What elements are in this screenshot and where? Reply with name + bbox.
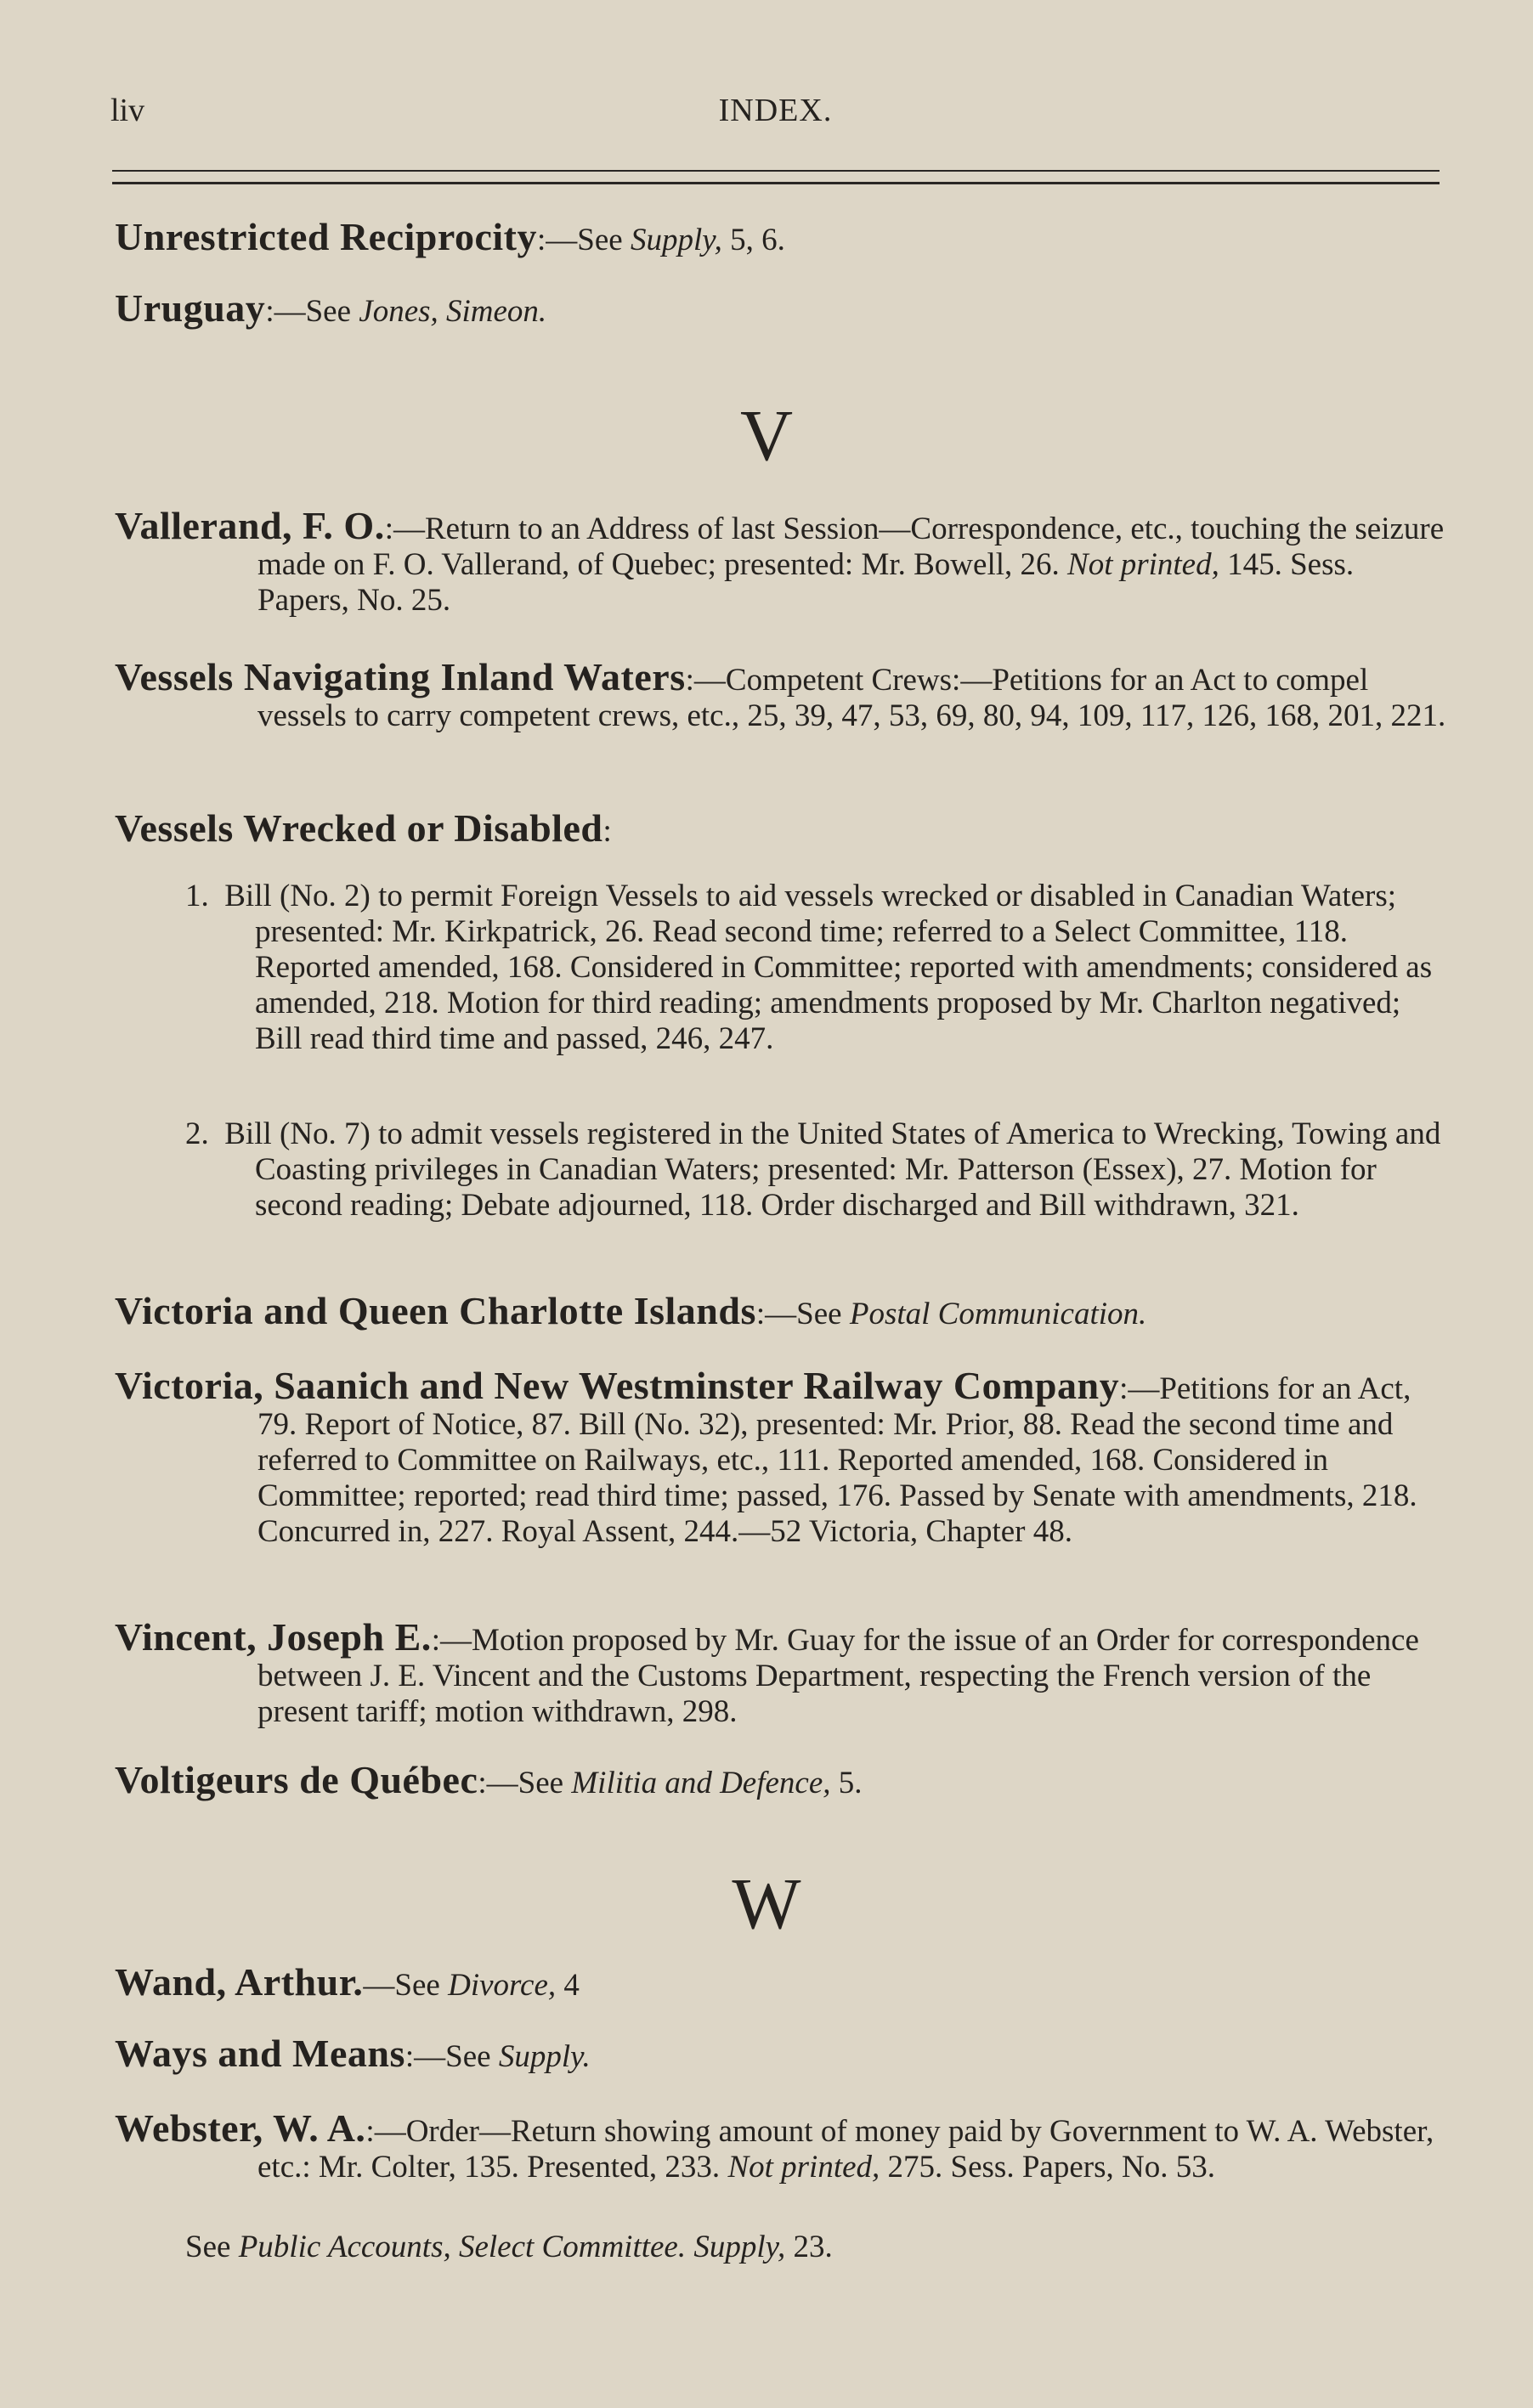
entry-text-tail: 5. [830, 1766, 863, 1800]
entry-text: :—See [755, 1297, 850, 1331]
entry-heading: Voltigeurs de Québec [115, 1758, 478, 1801]
entry-text: :—Petitions for an Act, 79. Report of Notice, 87. Bill (No. 32), presented: Mr. Prior, 88. Read the second time and referred to Committee on Railways, etc., 111. Reported amended, 168. Considered in Committee; reported; read third time; passed, 176. Passed by Senate with amendments, 218. Concurred in, 227. Royal Assent, 244.—52 Victoria, Chapter 48. [257, 1371, 1417, 1549]
entry-heading: Vessels Wrecked or Disabled [115, 806, 603, 850]
entry-vincent [115, 1615, 1449, 1730]
entry-vallerand [115, 504, 1449, 619]
entry-text-tail: 275. Sess. Papers, No. 53. [880, 2150, 1215, 2185]
entry-text-tail: 5, 6. [721, 223, 785, 257]
section-letter-w: W [732, 1863, 801, 1944]
entry-text: :—Competent Crews:—Petitions for an Act to compel vessels to carry competent crews, etc., 25, 39, 47, 53, 69, 80, 94, 109, 117, 126, 168, 201, 221. [257, 663, 1446, 733]
entry-text: —See [363, 1968, 449, 2003]
entry-text: :—Return to an Address of last Session—Correspondence, etc., touching the seizure made on F. O. Vallerand, of Quebec; presented: Mr. Bowell, 26. [257, 512, 1445, 582]
entry-vessels-navigating [115, 655, 1449, 734]
entry-heading: Unrestricted Reciprocity [115, 215, 537, 258]
entry-uruguay [115, 286, 1449, 330]
see-label: See [185, 2230, 239, 2264]
entry-heading: Ways and Means [115, 2032, 405, 2075]
entry-text-tail: 145. Sess. Papers, No. 25. [257, 547, 1355, 618]
webster-see-also [185, 2230, 833, 2265]
header-rule-thin [112, 170, 1440, 172]
entry-heading: Victoria and Queen Charlotte Islands [115, 1289, 756, 1332]
page-number: liv [110, 93, 145, 128]
entry-heading: Vessels Navigating Inland Waters [115, 655, 686, 698]
sub-item-text: Bill (No. 2) to permit Foreign Vessels to aid vessels wrecked or disabled in Canadian Waters; presented: Mr. Kirkpatrick, 26. Read second time; referred to a Select Committee, 118. Reported amended, 168. Considered in Committee; reported with amendments; considered as amended, 218. Motion for third reading; amendments proposed by Mr. Charlton negatived; Bill read third time and passed, 246, 247. [224, 879, 1433, 1056]
entry-victoria-islands [115, 1289, 1449, 1332]
entry-heading: Vincent, Joseph E. [115, 1615, 432, 1659]
entry-text-tail: 23. [785, 2230, 833, 2264]
cross-reference: Jones, Simeon. [359, 294, 547, 329]
entry-ways-and-means [115, 2032, 1449, 2075]
entry-vessels-wrecked [115, 806, 1449, 850]
not-printed-note: Not printed, [1067, 547, 1219, 582]
entry-heading: Vallerand, F. O. [115, 504, 385, 547]
entry-text: :—Motion proposed by Mr. Guay for the issue of an Order for correspondence between J. E. Vincent and the Customs Department, respecting the French version of the present tariff; motion withdrawn, 298. [257, 1623, 1419, 1729]
entry-unrestricted-reciprocity [115, 215, 1449, 258]
entry-webster [115, 2106, 1449, 2185]
entry-voltigeurs [115, 1758, 1449, 1801]
sub-item-number: 1. [185, 879, 209, 913]
entry-text: :—See [265, 294, 359, 329]
page-header [110, 92, 1440, 143]
entry-victoria-railway [115, 1364, 1449, 1550]
entry-text-tail: 4 [556, 1968, 580, 2003]
entry-text: : [602, 814, 612, 849]
entry-text: :—Order—Return showing amount of money paid by Government to W. A. Webster, etc.: Mr. Colter, 135. Presented, 233. [257, 2114, 1434, 2185]
entry-heading: Uruguay [115, 286, 266, 330]
entry-text: :—See [536, 223, 631, 257]
entry-text: :—See [404, 2039, 499, 2074]
entry-wand [115, 1960, 1449, 2004]
sub-item-number: 2. [185, 1116, 209, 1151]
cross-reference: Supply. [498, 2039, 591, 2074]
sub-item-bill-7 [185, 1116, 1451, 1224]
section-letter-v: V [739, 394, 794, 476]
entry-heading: Webster, W. A. [115, 2106, 366, 2150]
cross-reference: Militia and Defence, [571, 1766, 831, 1800]
cross-reference: Divorce, [448, 1968, 557, 2003]
cross-reference: Postal Communication. [849, 1297, 1147, 1331]
entry-text: :—See [478, 1766, 572, 1800]
not-printed-note: Not printed, [727, 2150, 880, 2185]
header-rule-thick [112, 182, 1440, 184]
sub-item-text: Bill (No. 7) to admit vessels registered in the United States of America to Wrecking, Towing and Coasting privileges in Canadian Waters; presented: Mr. Patterson (Essex), 27. Motion for second reading; Debate adjourned, 118. Order discharged and Bill withdrawn, 321. [224, 1116, 1441, 1223]
cross-reference: Supply, [630, 223, 722, 257]
cross-reference: Public Accounts, Select Committee. Supply, [238, 2230, 786, 2264]
entry-heading: Victoria, Saanich and New Westminster Railway Company [115, 1364, 1120, 1407]
sub-item-bill-2 [185, 879, 1451, 1057]
entry-heading: Wand, Arthur. [115, 1960, 364, 2004]
running-title: INDEX. [718, 93, 833, 128]
